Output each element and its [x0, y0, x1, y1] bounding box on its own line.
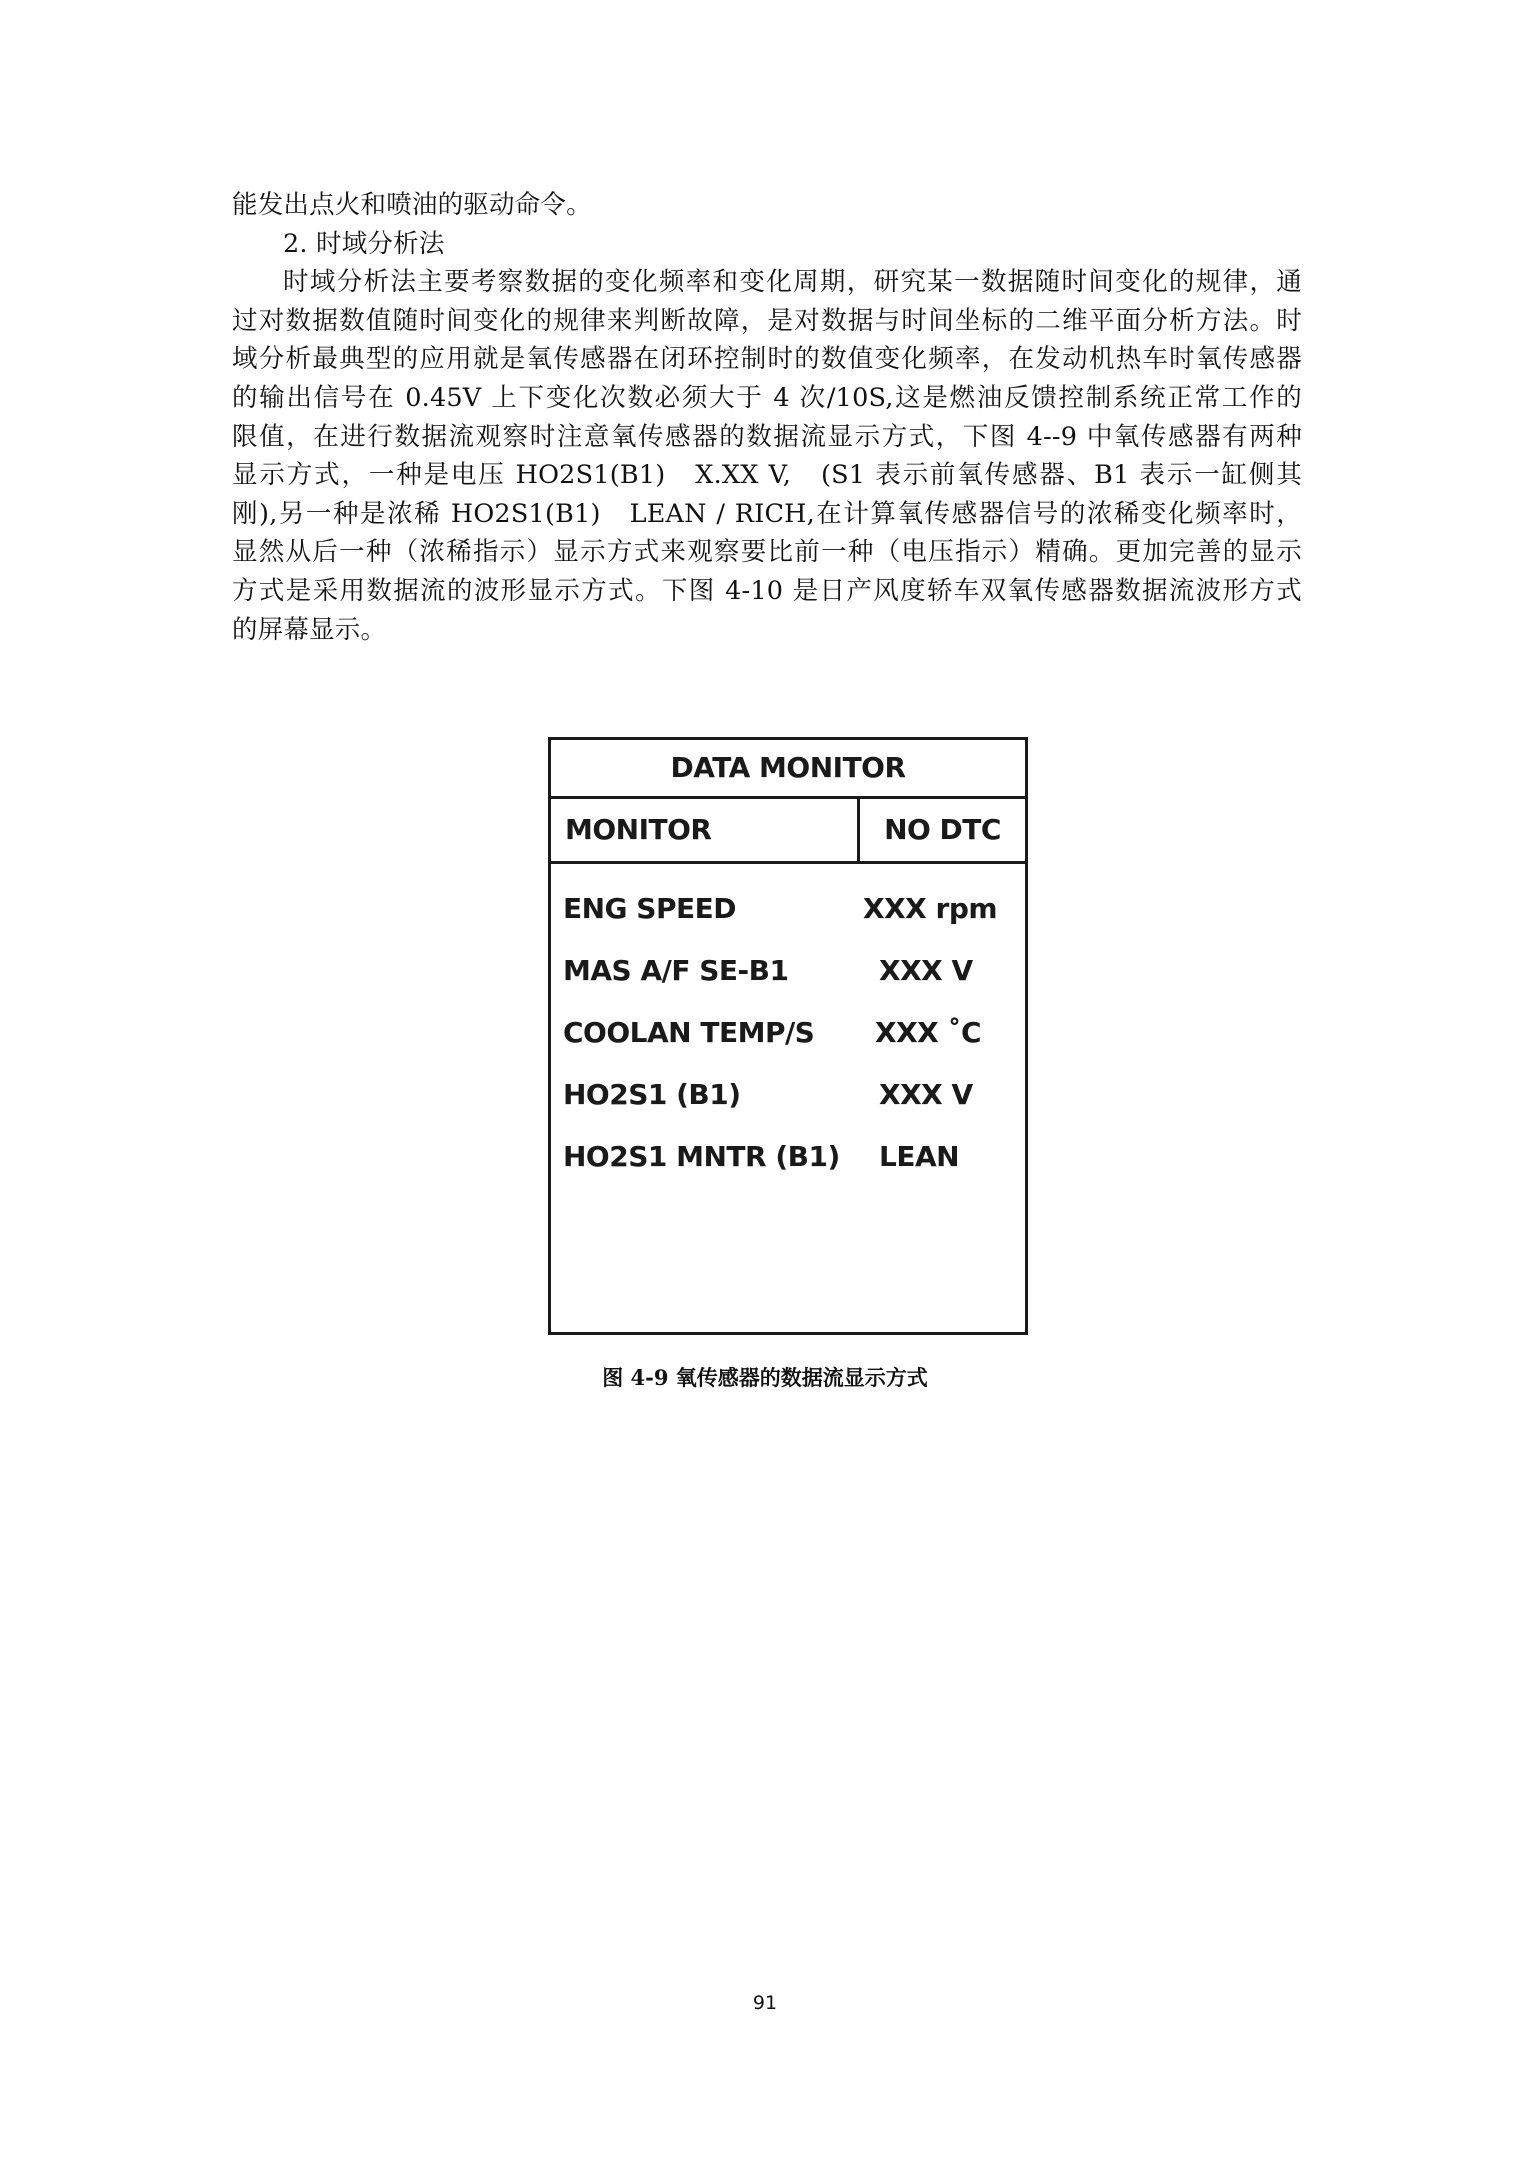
paragraph-line: 过对数据数值随时间变化的规律来判断故障，是对数据与时间坐标的二维平面分析方法。时 [232, 305, 1302, 336]
paragraph-line: 时域分析法主要考察数据的变化频率和变化周期，研究某一数据随时间变化的规律，通 [283, 267, 1302, 298]
paragraph-line: 方式是采用数据流的波形显示方式。下图 4-10 是日产风度轿车双氧传感器数据流波形方式 [232, 575, 1302, 606]
monitor-row [551, 940, 1025, 1002]
row-value: XXX rpm [863, 892, 998, 925]
row-label: HO2S1 MNTR (B1) [563, 1140, 840, 1173]
row-label: HO2S1 (B1) [563, 1078, 741, 1111]
page-number: 91 [752, 1992, 778, 2014]
row-label: ENG SPEED [563, 892, 736, 925]
row-value: XXX V [879, 954, 973, 987]
paragraph-line: 刚),另一种是浓稀 HO2S1(B1) LEAN / RICH,在计算氧传感器信号的浓稀变化频率时， [232, 498, 1302, 529]
row-value: XXX ˚C [875, 1016, 982, 1049]
monitor-row [551, 878, 1025, 940]
body-text [232, 186, 1302, 649]
monitor-row [551, 1064, 1025, 1126]
section-heading: 2. 时域分析法 [283, 228, 445, 259]
paragraph-line: 显示方式，一种是电压 HO2S1(B1) X.XX V, (S1 表示前氧传感器、B1 表示一缸侧其 [232, 460, 1302, 491]
paragraph-line: 的屏幕显示。 [232, 614, 387, 645]
paragraph-line: 限值，在进行数据流观察时注意氧传感器的数据流显示方式，下图 4--9 中氧传感器有两种 [232, 421, 1302, 452]
row-value: LEAN [879, 1140, 960, 1173]
monitor-label: MONITOR [551, 799, 860, 861]
paragraph-line: 显然从后一种（浓稀指示）显示方式来观察要比前一种（电压指示）精确。更加完善的显示 [232, 537, 1302, 568]
monitor-rows [551, 864, 1025, 1188]
monitor-row [551, 1002, 1025, 1064]
monitor-row [551, 1126, 1025, 1188]
paragraph-line: 的输出信号在 0.45V 上下变化次数必须大于 4 次/10S,这是燃油反馈控制系统正常工作的 [232, 382, 1302, 413]
data-monitor-figure [548, 737, 1028, 1335]
paragraph-line: 域分析最典型的应用就是氧传感器在闭环控制时的数值变化频率，在发动机热车时氧传感器 [232, 344, 1302, 375]
figure-header [551, 799, 1025, 864]
row-label: COOLAN TEMP/S [563, 1016, 815, 1049]
row-label: MAS A/F SE-B1 [563, 954, 789, 987]
figure-caption: 图 4-9 氧传感器的数据流显示方式 [602, 1365, 928, 1390]
dtc-status: NO DTC [884, 813, 1001, 846]
row-value: XXX V [879, 1078, 973, 1111]
paragraph-line: 能发出点火和喷油的驱动命令。 [232, 190, 592, 220]
figure-title: DATA MONITOR [551, 740, 1025, 799]
